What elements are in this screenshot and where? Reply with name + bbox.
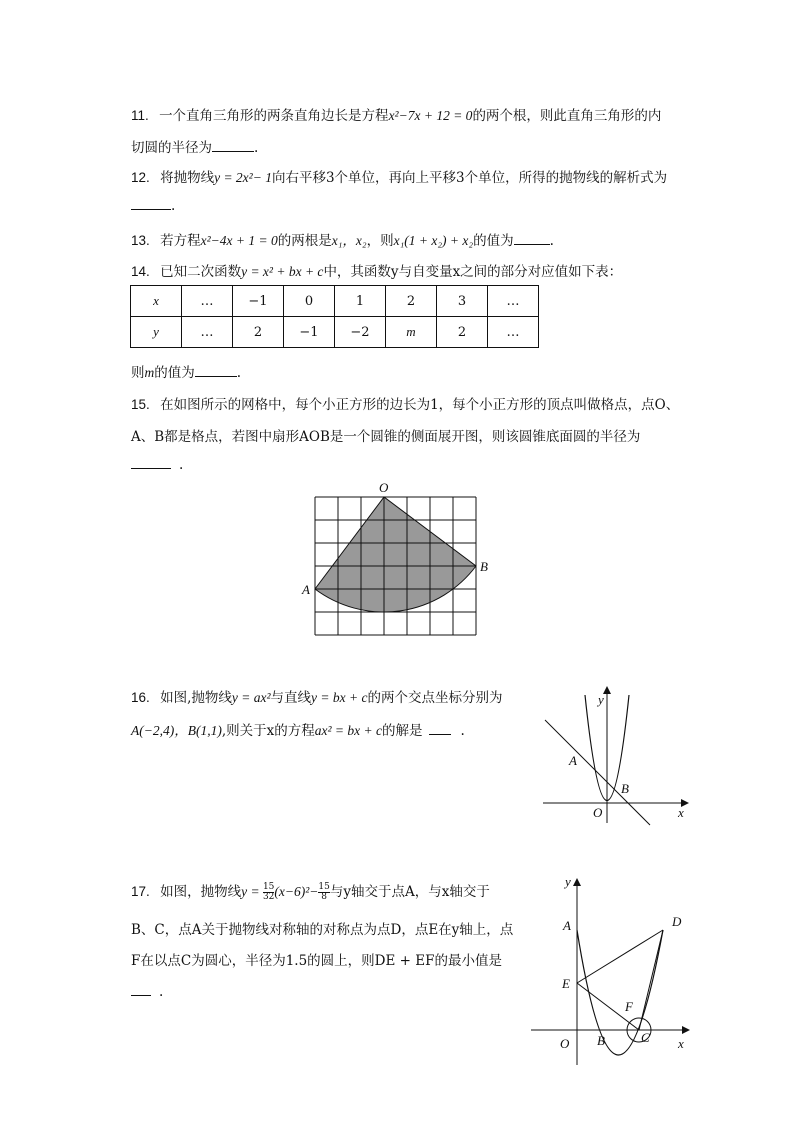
q12-text-a: 将抛物线 <box>160 170 215 186</box>
table-cell: … <box>182 317 233 348</box>
table-cell: … <box>182 286 233 317</box>
label-x: x <box>678 805 684 820</box>
frac-bottom: 32 <box>262 892 275 902</box>
q15-number: 15. <box>131 397 150 412</box>
q16-eq1: y = ax² <box>231 690 271 705</box>
label-o: O <box>379 480 389 495</box>
q13-text-d: 的值为 <box>473 233 514 249</box>
q11-equation: x²−7x + 12 = 0 <box>388 108 473 123</box>
answer-blank[interactable] <box>195 365 237 377</box>
table-cell: 0 <box>284 286 335 317</box>
answer-blank[interactable] <box>131 984 151 996</box>
q12-equation: y = 2x²− 1 <box>214 170 272 185</box>
q13-text-c: ，则 <box>366 233 394 249</box>
q15-line2 <box>131 425 640 445</box>
q16-eq3: ax² = bx + c <box>314 723 382 738</box>
q17-number: 17. <box>131 884 150 899</box>
q17-end: . <box>159 984 164 1000</box>
q16-text-e: 的解是 <box>382 723 423 739</box>
q13-equation: x²−4x + 1 = 0 <box>200 233 278 248</box>
q17-line4 <box>131 984 163 1000</box>
label-a: A <box>569 753 577 768</box>
q14-equation: y = x² + bx + c <box>241 264 324 279</box>
q17-figure <box>525 870 700 1075</box>
sector-aob <box>315 497 476 612</box>
q13-text-a: 若方程 <box>160 233 201 249</box>
q14-text-a: 已知二次函数 <box>160 264 242 280</box>
q16-line1 <box>131 686 502 706</box>
segment-dc <box>639 930 663 1030</box>
q16-text-c: 的两个交点坐标分别为 <box>367 690 503 706</box>
q17-line2 <box>131 918 513 938</box>
q15-line1 <box>131 393 679 413</box>
q14-text-b: 中，其函数y与自变量x之间的部分对应值如下表： <box>323 264 623 280</box>
answer-blank[interactable] <box>131 198 171 210</box>
table-cell: x <box>131 286 182 317</box>
label-e: E <box>562 976 570 991</box>
q13-expression: x₁(1 + x₂) + x₂ <box>393 233 474 248</box>
answer-blank[interactable] <box>131 457 171 469</box>
q17-line1: 17. 如图，抛物线y = $\frac{15}{32}$ (x−6)²− $\frac{15}{8}$ 与y轴交于点A，与x轴交于 <box>131 882 490 902</box>
table-row <box>131 317 539 348</box>
q12-number: 12. <box>131 170 150 185</box>
q14-var-m: m <box>144 365 155 380</box>
q16-text-b: 与直线 <box>270 690 312 706</box>
table-cell: 3 <box>437 286 488 317</box>
table-cell: m <box>386 317 437 348</box>
q15-end: . <box>179 457 184 473</box>
frac-top: 15 <box>318 882 330 892</box>
table-cell: 1 <box>335 286 386 317</box>
q16-text-a: 如图,抛物线 <box>160 690 232 706</box>
q11-text-c: 切圆的半径为 <box>131 140 212 156</box>
frac-top: 15 <box>262 882 275 892</box>
q11-text-b: 的两个根，则此直角三角形的内 <box>472 108 662 124</box>
label-a: A <box>302 582 310 597</box>
q15-text-a: 在如图所示的网格中，每个小正方形的边长为1，每个小正方形的顶点叫做格点，点O、 <box>160 397 680 413</box>
q16-figure <box>535 680 695 830</box>
q17-line3 <box>131 949 502 969</box>
label-a: A <box>563 918 571 933</box>
q11-number: 11. <box>131 108 149 123</box>
q13-end: . <box>549 233 554 249</box>
q13-text-b: 的两根是 <box>277 233 332 249</box>
label-d: D <box>672 914 682 929</box>
label-b: B <box>597 1033 605 1048</box>
q16-points: A(−2,4)，B(1,1) <box>131 723 222 738</box>
q14-line <box>131 260 622 280</box>
q17-eq-mid: (x−6)²− <box>274 884 319 899</box>
q12-end: . <box>171 198 176 214</box>
table-cell: 2 <box>386 286 437 317</box>
q12-line2 <box>131 198 175 214</box>
q16-eq2: y = bx + c <box>311 690 368 705</box>
q16-number: 16. <box>131 690 150 705</box>
q11-line2 <box>131 136 258 156</box>
table-cell: 2 <box>437 317 488 348</box>
q15-line3 <box>131 457 183 473</box>
q15-text-b: A、B都是格点，若图中扇形AOB是一个圆锥的侧面展开图，则该圆锥底面圆的半径为 <box>131 429 641 445</box>
q12-text-b: 向右平移3个单位，再向上平移3个单位，所得的抛物线的解析式为 <box>271 170 668 186</box>
q17-text-d: F在以点C为圆心，半径为1.5的圆上，则DE + EF的最小值是 <box>131 953 502 969</box>
q16-end: . <box>460 723 465 739</box>
q14-number: 14. <box>131 264 150 279</box>
frac-bottom: 8 <box>321 892 327 902</box>
table-cell: −2 <box>335 317 386 348</box>
q11-text-a: 一个直角三角形的两条直角边长是方程 <box>159 108 389 124</box>
table-cell: 2 <box>233 317 284 348</box>
q17-text-c: B、C，点A关于抛物线对称轴的对称点为点D，点E在y轴上，点 <box>131 922 514 938</box>
q16-text-d: ,则关于x的方程 <box>221 723 315 739</box>
label-b: B <box>480 559 488 574</box>
label-y: y <box>598 692 604 707</box>
fraction <box>263 883 274 902</box>
answer-blank[interactable] <box>514 233 550 245</box>
table-cell: y <box>131 317 182 348</box>
label-c: C <box>641 1030 650 1045</box>
q16-line2 <box>131 719 465 739</box>
q13-number: 13. <box>131 233 150 248</box>
value-table <box>130 285 539 348</box>
answer-blank[interactable] <box>429 723 451 735</box>
label-o: O <box>593 805 603 820</box>
table-row <box>131 286 539 317</box>
table-cell: … <box>488 286 539 317</box>
answer-blank[interactable] <box>212 140 254 152</box>
q11-line1 <box>131 104 661 124</box>
table-cell: −1 <box>233 286 284 317</box>
q14-after-a: 则 <box>131 365 145 381</box>
q11-end: . <box>254 140 259 156</box>
q13-line <box>131 229 554 249</box>
q13-roots: x₁，x₂ <box>331 233 367 248</box>
q15-figure <box>298 480 498 645</box>
q17-text-b: 与y轴交于点A，与x轴交于 <box>329 884 490 900</box>
q14-after-b: 的值为 <box>154 365 195 381</box>
label-y: y <box>565 874 571 889</box>
label-f: F <box>625 999 633 1014</box>
fraction <box>318 883 329 902</box>
segment-de <box>577 930 663 983</box>
q12-line1 <box>131 166 667 186</box>
table-cell: … <box>488 317 539 348</box>
label-b: B <box>621 781 629 796</box>
label-x: x <box>678 1036 684 1051</box>
q17-text-a: 如图，抛物线 <box>160 884 242 900</box>
table-cell: −1 <box>284 317 335 348</box>
label-o: O <box>560 1036 570 1051</box>
q14-end: . <box>236 365 242 381</box>
q14-after <box>131 361 241 381</box>
